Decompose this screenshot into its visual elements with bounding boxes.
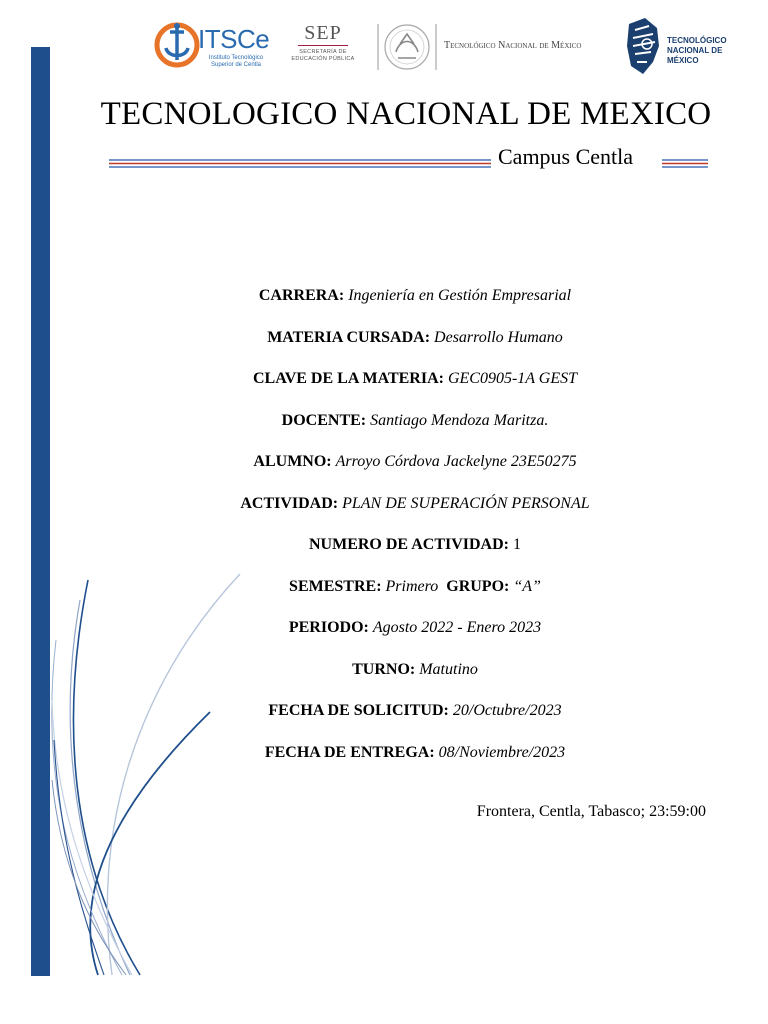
tecnm-brand-name [667, 36, 745, 66]
sep-name: SEP [298, 22, 347, 46]
title-rule-left [109, 157, 491, 169]
field-value: Ingeniería en Gestión Empresarial [348, 287, 572, 304]
field-value: Arroyo Córdova Jackelyne 23E50275 [335, 453, 577, 470]
field-value: PLAN DE SUPERACIÓN PERSONAL [342, 494, 590, 512]
tecnm-brand-line: NACIONAL DE MÉXICO [667, 46, 723, 65]
field-label: TURNO: [352, 660, 416, 678]
field-fecha-solicitud [60, 700, 768, 742]
itsce-logo [152, 18, 270, 74]
title-rule-right [662, 157, 708, 169]
field-label: ACTIVIDAD: [240, 494, 339, 512]
field-label: CLAVE DE LA MATERIA: [252, 370, 444, 387]
location-timestamp: Frontera, Centla, Tabasco; 23:59:00 [476, 803, 706, 820]
page-subtitle: Campus Centla [498, 144, 634, 169]
field-label: GRUPO: [446, 577, 510, 595]
field-semestre-grupo [60, 576, 768, 618]
field-value: Agosto 2022 - Enero 2023 [372, 619, 542, 636]
field-alumno [60, 451, 768, 493]
field-label: FECHA DE SOLICITUD: [268, 702, 449, 719]
field-value: GEC0905-1A GEST [447, 370, 578, 387]
field-clave [60, 368, 768, 410]
field-label: MATERIA CURSADA: [267, 328, 431, 346]
field-turno [60, 659, 768, 701]
field-value: Desarrollo Humano [434, 328, 563, 346]
tecnm-brand-logo [623, 16, 743, 76]
field-docente [60, 410, 768, 452]
sep-subtitle-line: EDUCACIÓN PÚBLICA [291, 56, 355, 62]
field-materia [60, 327, 768, 369]
field-value: Matutino [419, 660, 478, 678]
field-label: DOCENTE: [281, 411, 367, 429]
field-label: FECHA DE ENTREGA: [264, 743, 435, 761]
field-value: 1 [513, 536, 521, 553]
field-value: Santiago Mendoza Maritza. [370, 411, 549, 429]
header-logos [148, 14, 748, 84]
field-value: 20/Octubre/2023 [452, 702, 562, 719]
tecnm-seal-logo [376, 20, 611, 74]
field-actividad [60, 493, 768, 535]
sep-subtitle-line: SECRETARÍA DE [299, 49, 347, 55]
field-carrera [60, 285, 768, 327]
tecnm-seal-name: Tecnológico Nacional de México [444, 40, 582, 51]
field-label: ALUMNO: [253, 453, 332, 470]
cover-fields [60, 285, 768, 783]
national-seal-icon [376, 20, 438, 74]
itsce-name: ITSCe [198, 24, 270, 54]
field-periodo [60, 617, 768, 659]
field-label: PERIODO: [288, 619, 369, 636]
field-value: “A” [513, 577, 541, 595]
field-value: 08/Noviembre/2023 [438, 743, 566, 761]
field-fecha-entrega [60, 742, 768, 784]
itsce-subtitle: Instituto Tecnológico Superior de Centla [208, 55, 264, 68]
field-label: SEMESTRE: [289, 577, 382, 595]
sep-subtitle [280, 49, 366, 63]
field-value: Primero [385, 577, 439, 595]
anchor-icon [152, 18, 202, 68]
gear-head-icon [623, 16, 663, 76]
field-numero-actividad [60, 534, 768, 576]
page-title: TECNOLOGICO NACIONAL DE MEXICO [100, 96, 712, 132]
tecnm-brand-line: TECNOLÓGICO [667, 36, 727, 45]
field-label: NUMERO DE ACTIVIDAD: [308, 536, 509, 553]
field-label: CARRERA: [258, 287, 345, 304]
sep-logo [280, 22, 366, 72]
